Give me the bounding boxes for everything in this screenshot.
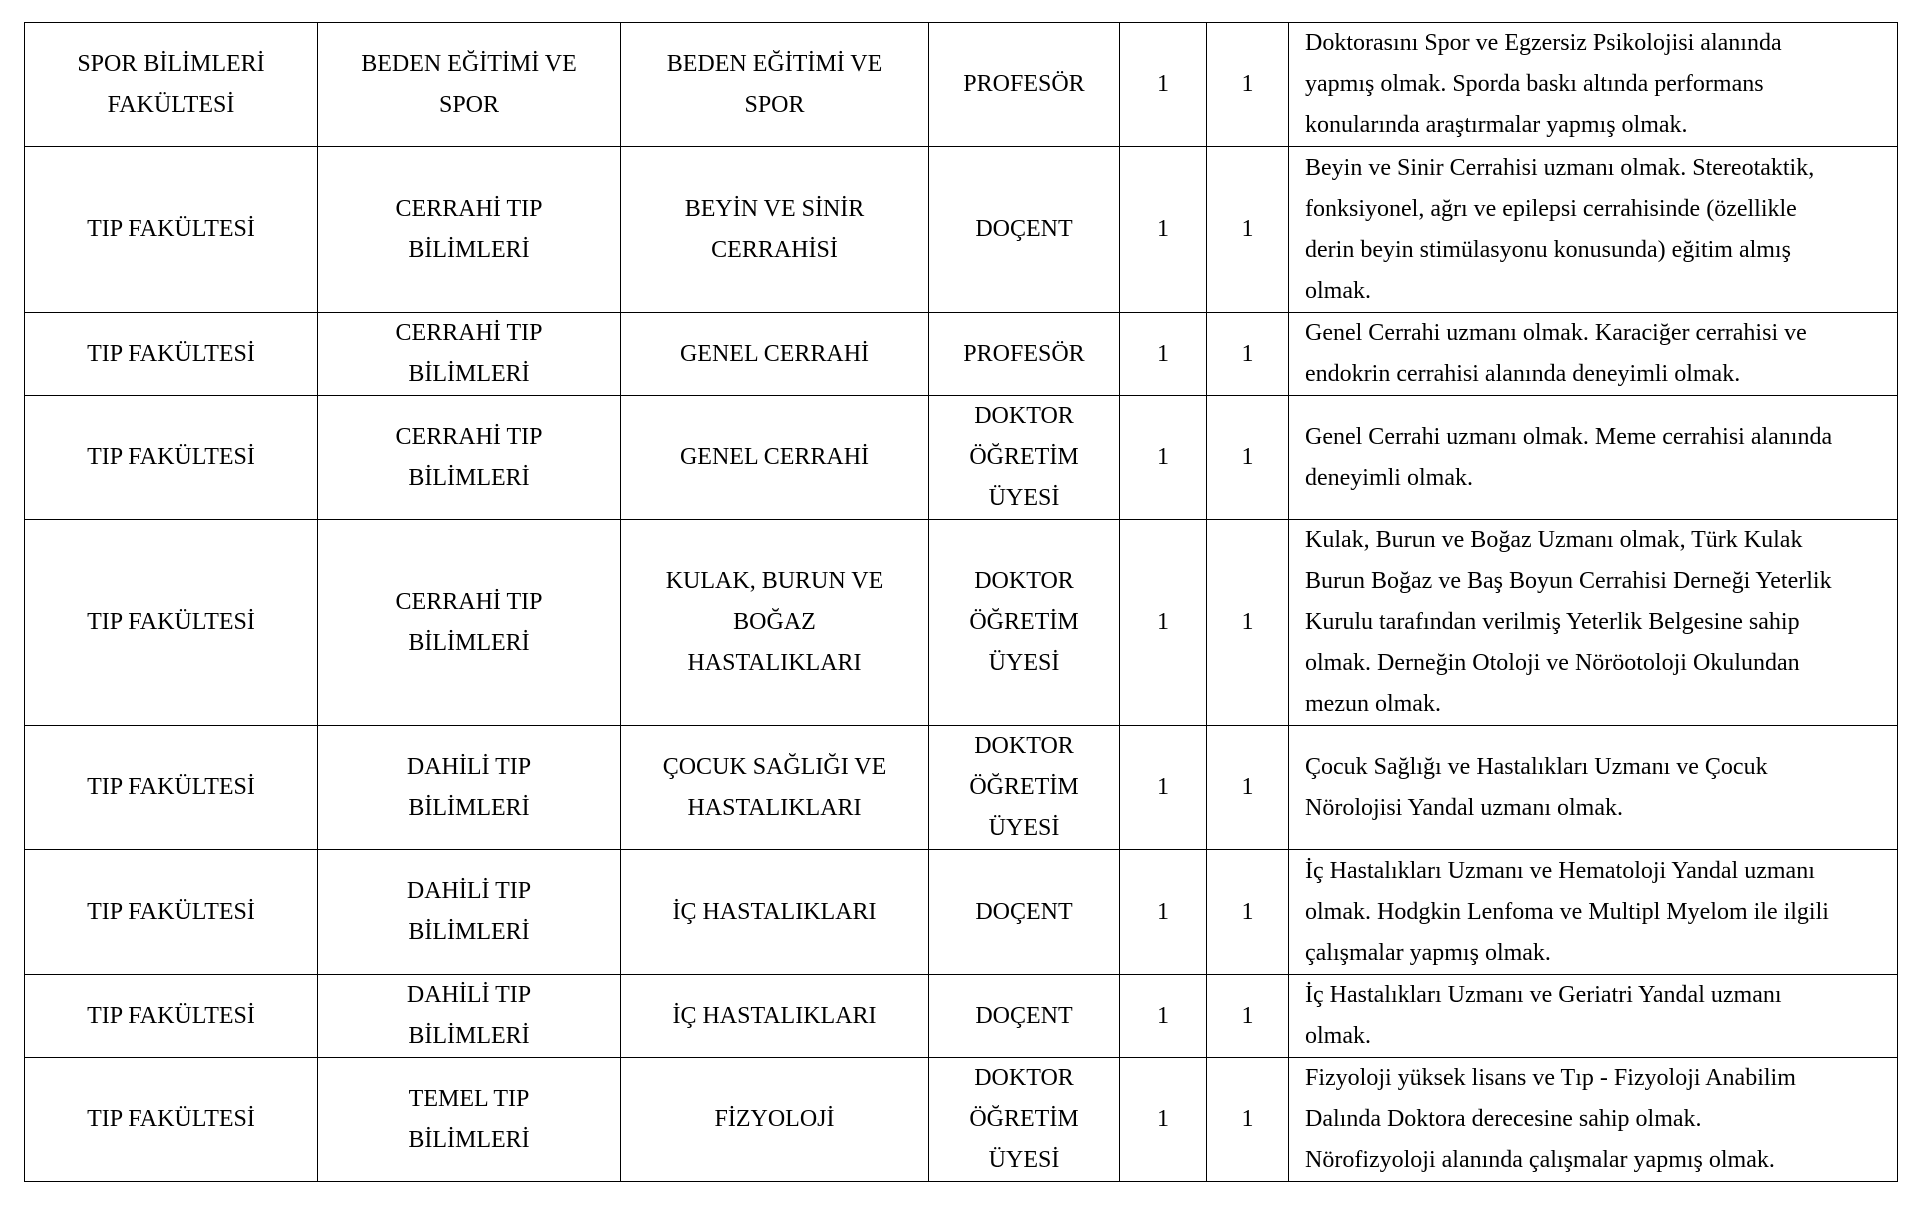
table-row [25,396,1898,520]
requirements-cell: Genel Cerrahi uzmanı olmak. Meme cerrahisi alanında deneyimli olmak. [1289,396,1898,520]
faculty-cell: TIP FAKÜLTESİ [25,396,318,520]
department-cell: DAHİLİ TIP BİLİMLERİ [318,975,621,1058]
department-cell: DAHİLİ TIP BİLİMLERİ [318,726,621,850]
division-cell: FİZYOLOJİ [621,1058,929,1182]
title-cell: DOKTOR ÖĞRETİM ÜYESİ [929,1058,1120,1182]
count-cell: 1 [1207,396,1289,520]
table-row [25,520,1898,726]
count-cell: 1 [1120,23,1207,147]
faculty-cell: SPOR BİLİMLERİ FAKÜLTESİ [25,23,318,147]
count-cell: 1 [1207,313,1289,396]
title-cell: DOÇENT [929,975,1120,1058]
department-cell: CERRAHİ TIP BİLİMLERİ [318,520,621,726]
faculty-cell: TIP FAKÜLTESİ [25,975,318,1058]
department-cell: CERRAHİ TIP BİLİMLERİ [318,396,621,520]
title-cell: DOKTOR ÖĞRETİM ÜYESİ [929,396,1120,520]
count-cell: 1 [1120,1058,1207,1182]
requirements-cell: Çocuk Sağlığı ve Hastalıkları Uzmanı ve Çocuk Nörolojisi Yandal uzmanı olmak. [1289,726,1898,850]
requirements-cell: İç Hastalıkları Uzmanı ve Hematoloji Yandal uzmanı olmak. Hodgkin Lenfoma ve Multipl Myelom ile ilgili çalışmalar yapmış olmak. [1289,850,1898,975]
title-cell: DOÇENT [929,147,1120,313]
table-row [25,726,1898,850]
requirements-cell: Genel Cerrahi uzmanı olmak. Karaciğer cerrahisi ve endokrin cerrahisi alanında deneyimli olmak. [1289,313,1898,396]
count-cell: 1 [1207,520,1289,726]
division-cell: GENEL CERRAHİ [621,396,929,520]
title-cell: PROFESÖR [929,23,1120,147]
division-cell: KULAK, BURUN VE BOĞAZ HASTALIKLARI [621,520,929,726]
faculty-cell: TIP FAKÜLTESİ [25,520,318,726]
table-row [25,975,1898,1058]
faculty-cell: TIP FAKÜLTESİ [25,1058,318,1182]
title-cell: DOÇENT [929,850,1120,975]
department-cell: DAHİLİ TIP BİLİMLERİ [318,850,621,975]
requirements-cell: Kulak, Burun ve Boğaz Uzmanı olmak, Türk Kulak Burun Boğaz ve Baş Boyun Cerrahisi Derneği Yeterlik Kurulu tarafından verilmiş Yeterlik Belgesine sahip olmak. Derneğin Otoloji ve Nöröotoloji Okulundan mezun olmak. [1289,520,1898,726]
faculty-cell: TIP FAKÜLTESİ [25,313,318,396]
division-cell: İÇ HASTALIKLARI [621,850,929,975]
count-cell: 1 [1207,975,1289,1058]
faculty-cell: TIP FAKÜLTESİ [25,850,318,975]
requirements-cell: Fizyoloji yüksek lisans ve Tıp - Fizyoloji Anabilim Dalında Doktora derecesine sahip olmak. Nörofizyoloji alanında çalışmalar yapmış olmak. [1289,1058,1898,1182]
count-cell: 1 [1207,1058,1289,1182]
title-cell: DOKTOR ÖĞRETİM ÜYESİ [929,726,1120,850]
count-cell: 1 [1120,520,1207,726]
title-cell: PROFESÖR [929,313,1120,396]
division-cell: BEDEN EĞİTİMİ VE SPOR [621,23,929,147]
table-row [25,850,1898,975]
requirements-cell: Doktorasını Spor ve Egzersiz Psikolojisi alanında yapmış olmak. Sporda baskı altında performans konularında araştırmalar yapmış olmak. [1289,23,1898,147]
requirements-cell: İç Hastalıkları Uzmanı ve Geriatri Yandal uzmanı olmak. [1289,975,1898,1058]
positions-table [24,22,1898,1182]
faculty-cell: TIP FAKÜLTESİ [25,147,318,313]
count-cell: 1 [1120,975,1207,1058]
count-cell: 1 [1120,313,1207,396]
department-cell: CERRAHİ TIP BİLİMLERİ [318,313,621,396]
count-cell: 1 [1120,147,1207,313]
division-cell: BEYİN VE SİNİR CERRAHİSİ [621,147,929,313]
count-cell: 1 [1120,850,1207,975]
division-cell: İÇ HASTALIKLARI [621,975,929,1058]
requirements-cell: Beyin ve Sinir Cerrahisi uzmanı olmak. Stereotaktik, fonksiyonel, ağrı ve epilepsi cerrahisinde (özellikle derin beyin stimülasyonu konusunda) eğitim almış olmak. [1289,147,1898,313]
table-row [25,1058,1898,1182]
count-cell: 1 [1207,726,1289,850]
table-row [25,147,1898,313]
department-cell: BEDEN EĞİTİMİ VE SPOR [318,23,621,147]
department-cell: TEMEL TIP BİLİMLERİ [318,1058,621,1182]
count-cell: 1 [1120,396,1207,520]
table-row [25,313,1898,396]
faculty-cell: TIP FAKÜLTESİ [25,726,318,850]
department-cell: CERRAHİ TIP BİLİMLERİ [318,147,621,313]
count-cell: 1 [1207,23,1289,147]
division-cell: ÇOCUK SAĞLIĞI VE HASTALIKLARI [621,726,929,850]
count-cell: 1 [1207,850,1289,975]
count-cell: 1 [1207,147,1289,313]
count-cell: 1 [1120,726,1207,850]
table-row [25,23,1898,147]
division-cell: GENEL CERRAHİ [621,313,929,396]
title-cell: DOKTOR ÖĞRETİM ÜYESİ [929,520,1120,726]
